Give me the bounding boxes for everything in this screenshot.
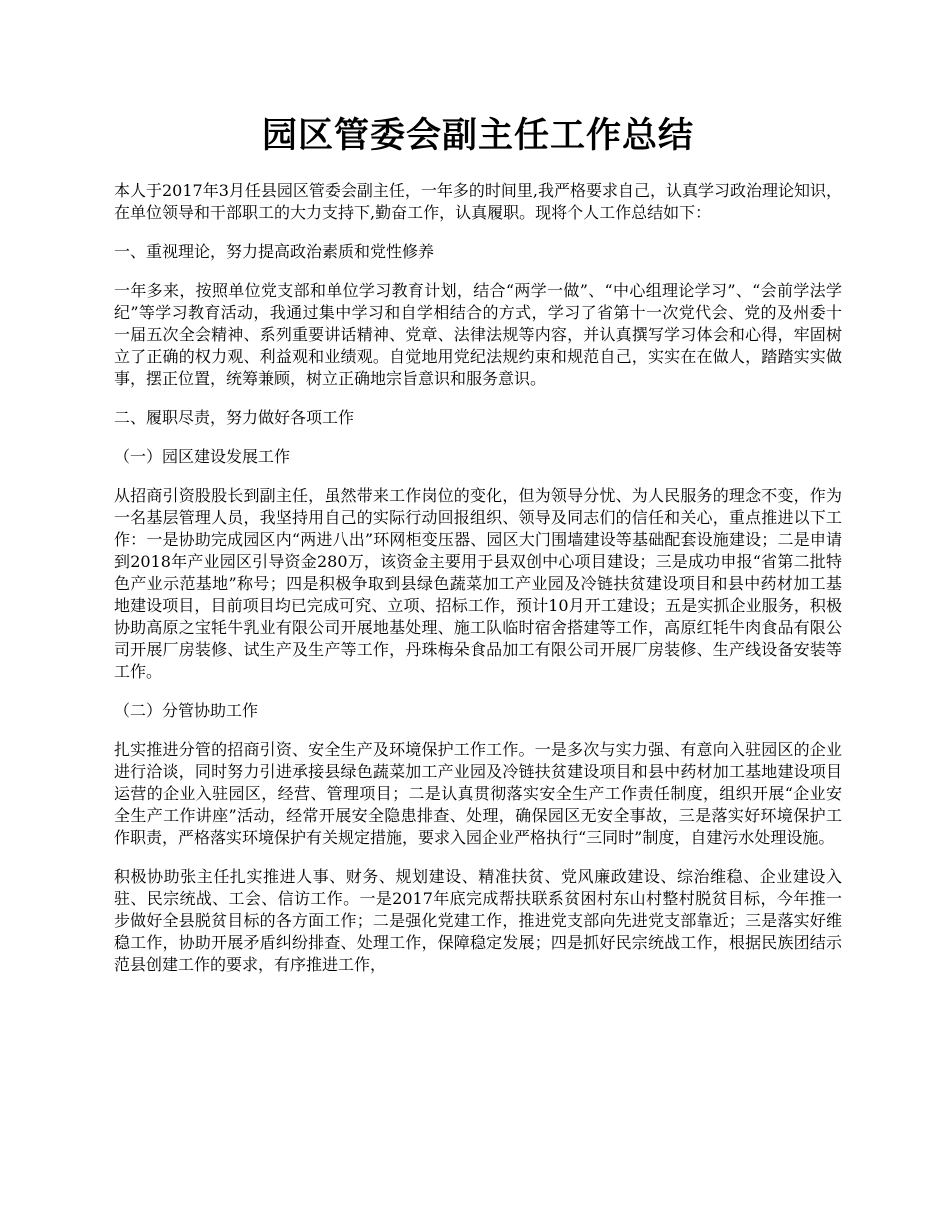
paragraph: 本人于2017年3月任县园区管委会副主任，一年多的时间里,我严格要求自己，认真学习政治理论知识，在单位领导和干部职工的大力支持下,勤奋工作，认真履职。现将个人工作总结如下：	[114, 181, 842, 222]
section-heading: （二）分管协助工作	[114, 701, 259, 720]
paragraph: 积极协助张主任扎实推进人事、财务、规划建设、精准扶贫、党风廉政建设、综治维稳、企业建设入驻、民宗统战、工会、信访工作。一是2017年底完成帮扶联系贫困村东山村整村脱贫目标，今年推一步做好全县脱贫目标的各方面工作；二是强化党建工作，推进党支部向先进党支部靠近；三是落实好维稳工作，协助开展矛盾纠纷排查、处理工作，保障稳定发展；四是抓好民宗统战工作，根据民族团结示范县创建工作的要求，有序推进工作，	[114, 867, 842, 974]
paragraph: 从招商引资股股长到副主任，虽然带来工作岗位的变化，但为领导分忧、为人民服务的理念不变，作为一名基层管理人员，我坚持用自己的实际行动回报组织、领导及同志们的信任和关心，重点推进以下工作：一是协助完成园区内“两进八出”环网柜变压器、园区大门围墙建设等基础配套设施建设；二是申请到2018年产业园区引导资金280万，该资金主要用于县双创中心项目建设；三是成功申报“省第二批特色产业示范基地”称号；四是积极争取到县绿色蔬菜加工产业园及冷链扶贫建设项目和县中药材加工基地建设项目，目前项目均已完成可究、立项、招标工作，预计10月开工建设；五是实抓企业服务，积极协助高原之宝牦牛乳业有限公司开展地基处理、施工队临时宿舍搭建等工作，高原红牦牛肉食品有限公司开展厂房装修、试生产及生产等工作，丹珠梅朵食品加工有限公司开展厂房装修、生产线设备安装等工作。	[114, 486, 842, 681]
section-heading: （一）园区建设发展工作	[114, 447, 291, 466]
section-heading: 一、重视理论，努力提高政治素质和党性修养	[114, 242, 435, 261]
paragraph: 一年多来，按照单位党支部和单位学习教育计划，结合“两学一做”、“中心组理论学习”、“会前学法学纪”等学习教育活动，我通过集中学习和自学相结合的方式，学习了省第十一次党代会、党的及州委十一届五次全会精神、系列重要讲话精神、党章、法律法规等内容，并认真撰写学习体会和心得，牢固树立了正确的权力观、利益观和业绩观。自觉地用党纪法规约束和规范自己，实实在在做人，踏踏实实做事，摆正位置，统筹兼顾，树立正确地宗旨意识和服务意识。	[114, 281, 842, 388]
document-title: 园区管委会副主任工作总结	[261, 115, 694, 156]
section-heading: 二、履职尽责，努力做好各项工作	[114, 408, 355, 427]
paragraph: 扎实推进分管的招商引资、安全生产及环境保护工作工作。一是多次与实力强、有意向入驻园区的企业进行洽谈，同时努力引进承接县绿色蔬菜加工产业园及冷链扶贫建设项目和县中药材加工基地建设项目运营的企业入驻园区，经营、管理项目；二是认真贯彻落实安全生产工作责任制度，组织开展“企业安全生产工作讲座”活动，经常开展安全隐患排查、处理，确保园区无安全事故，三是落实好环境保护工作职责，严格落实环境保护有关规定措施，要求入园企业严格执行“三同时”制度，自建污水处理设施。	[114, 740, 842, 847]
document-body	[114, 180, 842, 976]
document-page	[114, 110, 842, 993]
